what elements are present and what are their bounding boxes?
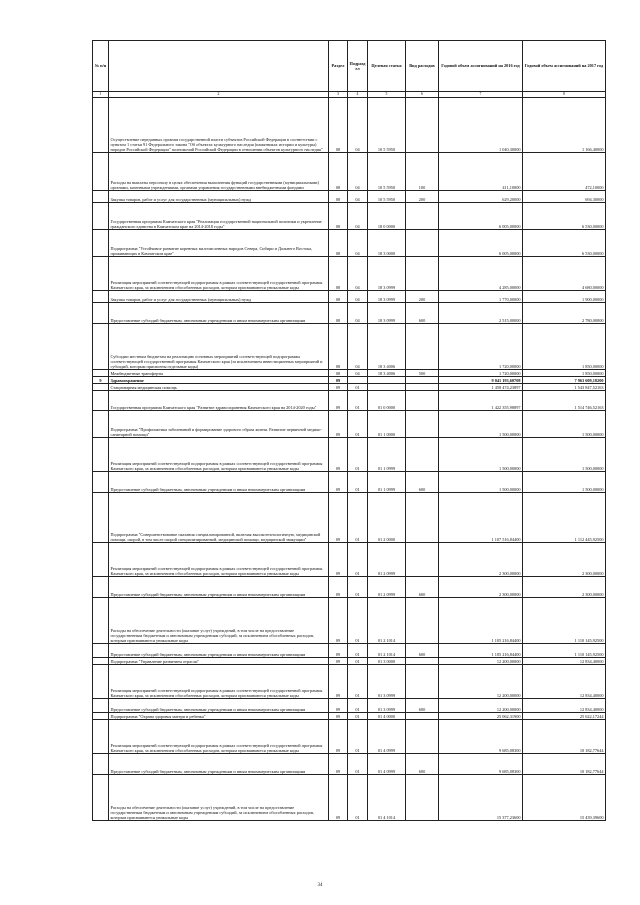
cell-2017: 2 780,00000 (523, 303, 606, 324)
cell-target: 18 3 0999 (368, 303, 406, 324)
cell-2016: 25 062,31900 (439, 713, 523, 720)
cell-2016: 1 422 355,98897 (439, 391, 523, 411)
header-section: Раздел (329, 41, 348, 92)
table-row (93, 438, 606, 472)
cell-subsection: 01 (348, 699, 368, 713)
cell-name: Расходы на обеспечение деятельности (оказание услуг) учреждений, в том числе на предоставление государственным бюджетным и автономным учреждениям субсидий, за исключением обособленных расходов, которым присваиваются уникальные коды (109, 775, 329, 821)
table-row (93, 377, 606, 384)
cell-section: 09 (329, 754, 348, 775)
cell-expense (406, 543, 439, 577)
cell-expense (406, 411, 439, 438)
cell-2017: 1 850,00000 (523, 324, 606, 370)
cell-section: 08 (329, 303, 348, 324)
cell-target: 18 0 0000 (368, 203, 406, 230)
table-row (93, 324, 606, 370)
cell-num (93, 291, 109, 303)
cell-subsection: 04 (348, 203, 368, 230)
cell-target: 18 3 0000 (368, 230, 406, 257)
cell-num (93, 203, 109, 230)
cell-subsection: 01 (348, 493, 368, 543)
cell-target: 01 2 1014 (368, 598, 406, 644)
cell-num (93, 257, 109, 291)
cell-expense: 100 (406, 153, 439, 191)
cell-subsection: 01 (348, 543, 368, 577)
cell-expense: 200 (406, 291, 439, 303)
budget-table (92, 40, 606, 821)
cell-target: 10 5 5950 (368, 98, 406, 153)
table-row (93, 577, 606, 598)
cell-subsection: 01 (348, 391, 368, 411)
cell-target: 18 3 0999 (368, 257, 406, 291)
cell-num (93, 384, 109, 391)
cell-2017: 12 834,40000 (523, 665, 606, 699)
col-number: 6 (406, 92, 439, 98)
cell-num (93, 543, 109, 577)
cell-target: 01 1 0999 (368, 438, 406, 472)
cell-name: Предоставление субсидий бюджетным, автономным учреждениям и иным некоммерческим организациям (109, 644, 329, 658)
cell-2016: 1 720,00000 (439, 324, 523, 370)
cell-section: 09 (329, 472, 348, 493)
cell-section: 09 (329, 391, 348, 411)
cell-num (93, 720, 109, 754)
col-number: 5 (368, 92, 406, 98)
cell-num (93, 230, 109, 257)
header-subsection: Подраздел (348, 41, 368, 92)
cell-target: 01 3 0999 (368, 699, 406, 713)
table-row (93, 699, 606, 713)
table-row (93, 720, 606, 754)
cell-target: 01 3 0999 (368, 665, 406, 699)
cell-num (93, 493, 109, 543)
cell-name: Закупка товаров, работ и услуг для государственных (муниципальных) нужд (109, 291, 329, 303)
cell-subsection: 01 (348, 438, 368, 472)
cell-expense (406, 391, 439, 411)
cell-section: 08 (329, 153, 348, 191)
cell-2017: 694,30000 (523, 191, 606, 203)
cell-expense (406, 384, 439, 391)
col-number: 7 (439, 92, 523, 98)
cell-num (93, 472, 109, 493)
cell-target: 10 5 5950 (368, 153, 406, 191)
cell-subsection: 01 (348, 472, 368, 493)
cell-expense (406, 775, 439, 821)
table-row (93, 391, 606, 411)
cell-num: 9 (93, 377, 109, 384)
table-row (93, 658, 606, 665)
cell-name: Стационарная медицинская помощь (109, 384, 329, 391)
cell-name: Осуществление переданных органам государственной власти субъектов Российской Федерации в соответствии с пунктом 1 статьи 91 Федерального закона "Об объектах культурного наследия (памятниках истории и культуры) народов Российской Федерации" полномочий Российской Федерации в отношении объектов культурного наследия" (109, 98, 329, 153)
cell-2016: 1 500,00000 (439, 472, 523, 493)
cell-expense: 200 (406, 191, 439, 203)
cell-2016: 6 005,00000 (439, 203, 523, 230)
cell-num (93, 438, 109, 472)
table-row (93, 153, 606, 191)
table-row (93, 598, 606, 644)
cell-expense (406, 324, 439, 370)
cell-name: Здравоохранение (109, 377, 329, 384)
cell-section: 09 (329, 411, 348, 438)
cell-name: Расходы на выплаты персоналу в целях обеспечения выполнения функций государственными (муниципальными) органами, казенными учреждениями, органами управления государственными внебюджетными фондами (109, 153, 329, 191)
cell-2016: 9 685,08300 (439, 754, 523, 775)
cell-2016: 1 458 474,23897 (439, 384, 523, 391)
cell-name: Подпрограмма "Профилактика заболеваний и формирование здорового образа жизни. Развитие первичной медико-санитарной помощи" (109, 411, 329, 438)
cell-2017: 1 900,00000 (523, 291, 606, 303)
cell-target: 01 2 0999 (368, 543, 406, 577)
cell-2017: 7 963 609,18200 (523, 377, 606, 384)
cell-num (93, 411, 109, 438)
table-row (93, 303, 606, 324)
table-row (93, 411, 606, 438)
cell-2017: 1 112 445,92500 (523, 493, 606, 543)
cell-2017: 1 166,40000 (523, 98, 606, 153)
cell-target: 01 4 1014 (368, 775, 406, 821)
cell-2017: 1 543 847,52163 (523, 384, 606, 391)
cell-subsection: 01 (348, 713, 368, 720)
table-row (93, 98, 606, 153)
cell-2017: 1 500,00000 (523, 438, 606, 472)
cell-name: Межбюджетные трансферты (109, 370, 329, 377)
cell-num (93, 658, 109, 665)
cell-section: 09 (329, 713, 348, 720)
cell-target: 18 3 0999 (368, 291, 406, 303)
cell-name: Реализация мероприятий соответствующей подпрограммы в рамках соответствующей государственной программы Камчатского края, за исключением обособленных расходов, которым присваиваются уникальные коды (109, 438, 329, 472)
cell-num (93, 665, 109, 699)
cell-2017: 4 680,00000 (523, 257, 606, 291)
cell-2016: 1 720,00000 (439, 370, 523, 377)
table-body (93, 98, 606, 821)
cell-target (368, 384, 406, 391)
cell-expense (406, 493, 439, 543)
cell-2016: 1 500,00000 (439, 411, 523, 438)
cell-section: 09 (329, 438, 348, 472)
table-row (93, 230, 606, 257)
cell-2016: 1 040,30000 (439, 98, 523, 153)
cell-2017: 1 110 145,92500 (523, 598, 606, 644)
cell-num (93, 754, 109, 775)
cell-section: 08 (329, 230, 348, 257)
col-number: 1 (93, 92, 109, 98)
cell-subsection: 04 (348, 303, 368, 324)
cell-2017: 1 500,00000 (523, 472, 606, 493)
cell-expense (406, 377, 439, 384)
cell-name: Предоставление субсидий бюджетным, автономным учреждениям и иным некоммерческим организациям (109, 699, 329, 713)
cell-2016: 12 200,00000 (439, 665, 523, 699)
cell-section: 09 (329, 543, 348, 577)
table-row (93, 493, 606, 543)
cell-target: 01 4 0999 (368, 720, 406, 754)
col-number: 4 (348, 92, 368, 98)
cell-section: 08 (329, 291, 348, 303)
cell-subsection: 01 (348, 775, 368, 821)
cell-num (93, 191, 109, 203)
header-expense: Вид расходов (406, 41, 439, 92)
cell-section: 09 (329, 644, 348, 658)
cell-2016: 1 105 216,84400 (439, 598, 523, 644)
cell-2017: 1 500,00000 (523, 411, 606, 438)
cell-target: 01 2 0999 (368, 577, 406, 598)
cell-name: Подпрограмма "Охрана здоровья матери и ребенка" (109, 713, 329, 720)
cell-section: 09 (329, 775, 348, 821)
table-row (93, 384, 606, 391)
cell-target: 01 2 1014 (368, 644, 406, 658)
cell-num (93, 713, 109, 720)
cell-expense: 600 (406, 644, 439, 658)
cell-2016: 1 500,00000 (439, 438, 523, 472)
cell-target: 01 1 0999 (368, 472, 406, 493)
table-row (93, 203, 606, 230)
cell-name: Закупка товаров, работ и услуг для государственных (муниципальных) нужд (109, 191, 329, 203)
cell-target: 01 2 0000 (368, 493, 406, 543)
cell-target: 01 4 0000 (368, 713, 406, 720)
cell-2017: 1 514 746,52163 (523, 391, 606, 411)
cell-name: Государственная программа Камчатского края "Реализация государственной национальной политики и укрепление гражданского единства в Камчатском крае на 2014-2018 годы" (109, 203, 329, 230)
cell-num (93, 303, 109, 324)
cell-2016: 9 685,08300 (439, 720, 523, 754)
cell-name: Предоставление субсидий бюджетным, автономным учреждениям и иным некоммерческим организациям (109, 303, 329, 324)
table-row (93, 754, 606, 775)
cell-2016: 15 377,23600 (439, 775, 523, 821)
cell-num (93, 98, 109, 153)
cell-subsection: 01 (348, 644, 368, 658)
cell-2017: 10 182,77644 (523, 754, 606, 775)
cell-expense: 500 (406, 370, 439, 377)
cell-subsection: 01 (348, 720, 368, 754)
cell-2016: 12 200,00000 (439, 699, 523, 713)
cell-expense (406, 203, 439, 230)
cell-num (93, 598, 109, 644)
cell-name: Реализация мероприятий соответствующей подпрограммы в рамках соответствующей государственной программы Камчатского края, за исключением обособленных расходов, которым присваиваются уникальные коды (109, 543, 329, 577)
table-row (93, 472, 606, 493)
cell-2016: 2 300,00000 (439, 543, 523, 577)
cell-target: 01 4 0999 (368, 754, 406, 775)
cell-subsection: 04 (348, 230, 368, 257)
cell-section: 09 (329, 658, 348, 665)
cell-subsection: 04 (348, 257, 368, 291)
cell-2017: 2 300,00000 (523, 577, 606, 598)
cell-expense (406, 230, 439, 257)
cell-num (93, 699, 109, 713)
cell-2017: 1 850,00000 (523, 370, 606, 377)
cell-2016: 9 041 193,60708 (439, 377, 523, 384)
cell-name: Предоставление субсидий бюджетным, автономным учреждениям и иным некоммерческим организациям (109, 754, 329, 775)
cell-section: 09 (329, 598, 348, 644)
table-row (93, 543, 606, 577)
cell-section: 09 (329, 665, 348, 699)
cell-subsection: 01 (348, 754, 368, 775)
header-num: № п/п (93, 41, 109, 92)
cell-num (93, 324, 109, 370)
cell-num (93, 153, 109, 191)
cell-2016: 4 285,00000 (439, 257, 523, 291)
cell-2017: 2 300,00000 (523, 543, 606, 577)
cell-name: Предоставление субсидий бюджетным, автономным учреждениям и иным некоммерческим организациям (109, 577, 329, 598)
cell-2016: 411,10000 (439, 153, 523, 191)
cell-2017: 6 530,00000 (523, 230, 606, 257)
cell-expense (406, 98, 439, 153)
cell-target: 18 3 4006 (368, 370, 406, 377)
cell-section: 09 (329, 493, 348, 543)
cell-name: Подпрограмма "Совершенствование оказания специализированной, включая высокотехнологичную, медицинской помощи, скорой, в том числе скорой специализированной, медицинской помощи, медицинской эвакуации" (109, 493, 329, 543)
cell-subsection: 01 (348, 665, 368, 699)
cell-2016: 2 515,00000 (439, 303, 523, 324)
cell-expense: 600 (406, 699, 439, 713)
table-header-row (93, 41, 606, 92)
table-row (93, 191, 606, 203)
cell-subsection: 04 (348, 191, 368, 203)
cell-name: Субсидии местным бюджетам на реализацию основных мероприятий соответствующей подпрограммы соответствующей государственной программы Камчатского края (за исключением инвестиционных мероприятий и субсидий, которым присвоены отдельные коды) (109, 324, 329, 370)
cell-2017: 12 834,40000 (523, 699, 606, 713)
cell-name: Реализация мероприятий соответствующей подпрограммы в рамках соответствующей государственной программы Камчатского края, за исключением обособленных расходов, которым присваиваются уникальные коды (109, 665, 329, 699)
cell-subsection: 04 (348, 291, 368, 303)
cell-2017: 6 530,00000 (523, 203, 606, 230)
cell-subsection: 04 (348, 153, 368, 191)
cell-section: 09 (329, 377, 348, 384)
cell-target: 10 5 5950 (368, 191, 406, 203)
cell-section: 09 (329, 384, 348, 391)
cell-name: Предоставление субсидий бюджетным, автономным учреждениям и иным некоммерческим организациям (109, 472, 329, 493)
cell-2017: 1 110 145,92500 (523, 644, 606, 658)
cell-name: Подпрограмма "Управление развитием отрасли" (109, 658, 329, 665)
cell-2016: 629,20000 (439, 191, 523, 203)
cell-2017: 472,10000 (523, 153, 606, 191)
cell-section: 09 (329, 720, 348, 754)
cell-subsection: 04 (348, 324, 368, 370)
cell-num (93, 775, 109, 821)
cell-2016: 12 200,00000 (439, 658, 523, 665)
table-row (93, 370, 606, 377)
cell-section: 08 (329, 203, 348, 230)
cell-num (93, 391, 109, 411)
cell-expense: 600 (406, 754, 439, 775)
cell-subsection (348, 377, 368, 384)
cell-2016: 2 300,00000 (439, 577, 523, 598)
cell-name: Реализация мероприятий соответствующей подпрограммы в рамках соответствующей государственной программы Камчатского края, за исключением обособленных расходов, которым присваиваются уникальные коды (109, 257, 329, 291)
cell-section: 09 (329, 577, 348, 598)
cell-expense: 600 (406, 303, 439, 324)
cell-2017: 15 439,39600 (523, 775, 606, 821)
cell-num (93, 577, 109, 598)
table-row (93, 713, 606, 720)
cell-expense (406, 713, 439, 720)
cell-2016: 1 770,00000 (439, 291, 523, 303)
cell-2017: 25 622,17244 (523, 713, 606, 720)
cell-2016: 1 105 216,84400 (439, 644, 523, 658)
cell-section: 09 (329, 699, 348, 713)
header-2017: Годовой объем ассигнований на 2017 год (523, 41, 606, 92)
header-2016: Годовой объем ассигнований на 2016 год (439, 41, 523, 92)
table-row (93, 257, 606, 291)
cell-section: 08 (329, 191, 348, 203)
cell-target: 01 3 0000 (368, 658, 406, 665)
header-name (109, 41, 329, 92)
cell-expense: 600 (406, 577, 439, 598)
cell-name: Подпрограмма "Устойчивое развитие коренных малочисленных народов Севера, Сибири и Дальнего Востока, проживающих в Камчатском крае" (109, 230, 329, 257)
cell-target (368, 377, 406, 384)
cell-expense (406, 257, 439, 291)
cell-expense (406, 438, 439, 472)
header-target: Целевая статья (368, 41, 406, 92)
cell-subsection: 04 (348, 370, 368, 377)
table-row (93, 775, 606, 821)
col-number: 8 (523, 92, 606, 98)
cell-section: 08 (329, 98, 348, 153)
cell-subsection: 01 (348, 577, 368, 598)
cell-num (93, 370, 109, 377)
page-number: 34 (317, 883, 323, 888)
cell-expense (406, 658, 439, 665)
cell-subsection: 01 (348, 658, 368, 665)
cell-subsection: 04 (348, 98, 368, 153)
table-row (93, 665, 606, 699)
col-number: 2 (109, 92, 329, 98)
cell-expense (406, 720, 439, 754)
cell-subsection: 01 (348, 384, 368, 391)
cell-expense: 600 (406, 472, 439, 493)
cell-num (93, 644, 109, 658)
cell-expense (406, 598, 439, 644)
table-row (93, 644, 606, 658)
cell-section: 08 (329, 370, 348, 377)
cell-section: 08 (329, 324, 348, 370)
cell-target: 01 0 0000 (368, 391, 406, 411)
cell-name: Государственная программа Камчатского края "Развитие здравоохранения Камчатского края на 2014-2020 годы" (109, 391, 329, 411)
cell-target: 01 1 0000 (368, 411, 406, 438)
cell-2016: 1 107 516,84400 (439, 493, 523, 543)
cell-2016: 6 005,00000 (439, 230, 523, 257)
cell-expense (406, 665, 439, 699)
cell-subsection: 01 (348, 411, 368, 438)
cell-name: Расходы на обеспечение деятельности (оказание услуг) учреждений, в том числе на предоставление государственным бюджетным и автономным учреждениям субсидий, за исключением обособленных расходов, которым присваиваются уникальные коды (109, 598, 329, 644)
cell-target: 18 3 4006 (368, 324, 406, 370)
cell-subsection: 01 (348, 598, 368, 644)
cell-name: Реализация мероприятий соответствующей подпрограммы в рамках соответствующей государственной программы Камчатского края, за исключением обособленных расходов, которым присваиваются уникальные коды (109, 720, 329, 754)
cell-section: 08 (329, 257, 348, 291)
table-row (93, 291, 606, 303)
cell-2017: 12 834,40000 (523, 658, 606, 665)
cell-2017: 10 182,77644 (523, 720, 606, 754)
col-number: 3 (329, 92, 348, 98)
